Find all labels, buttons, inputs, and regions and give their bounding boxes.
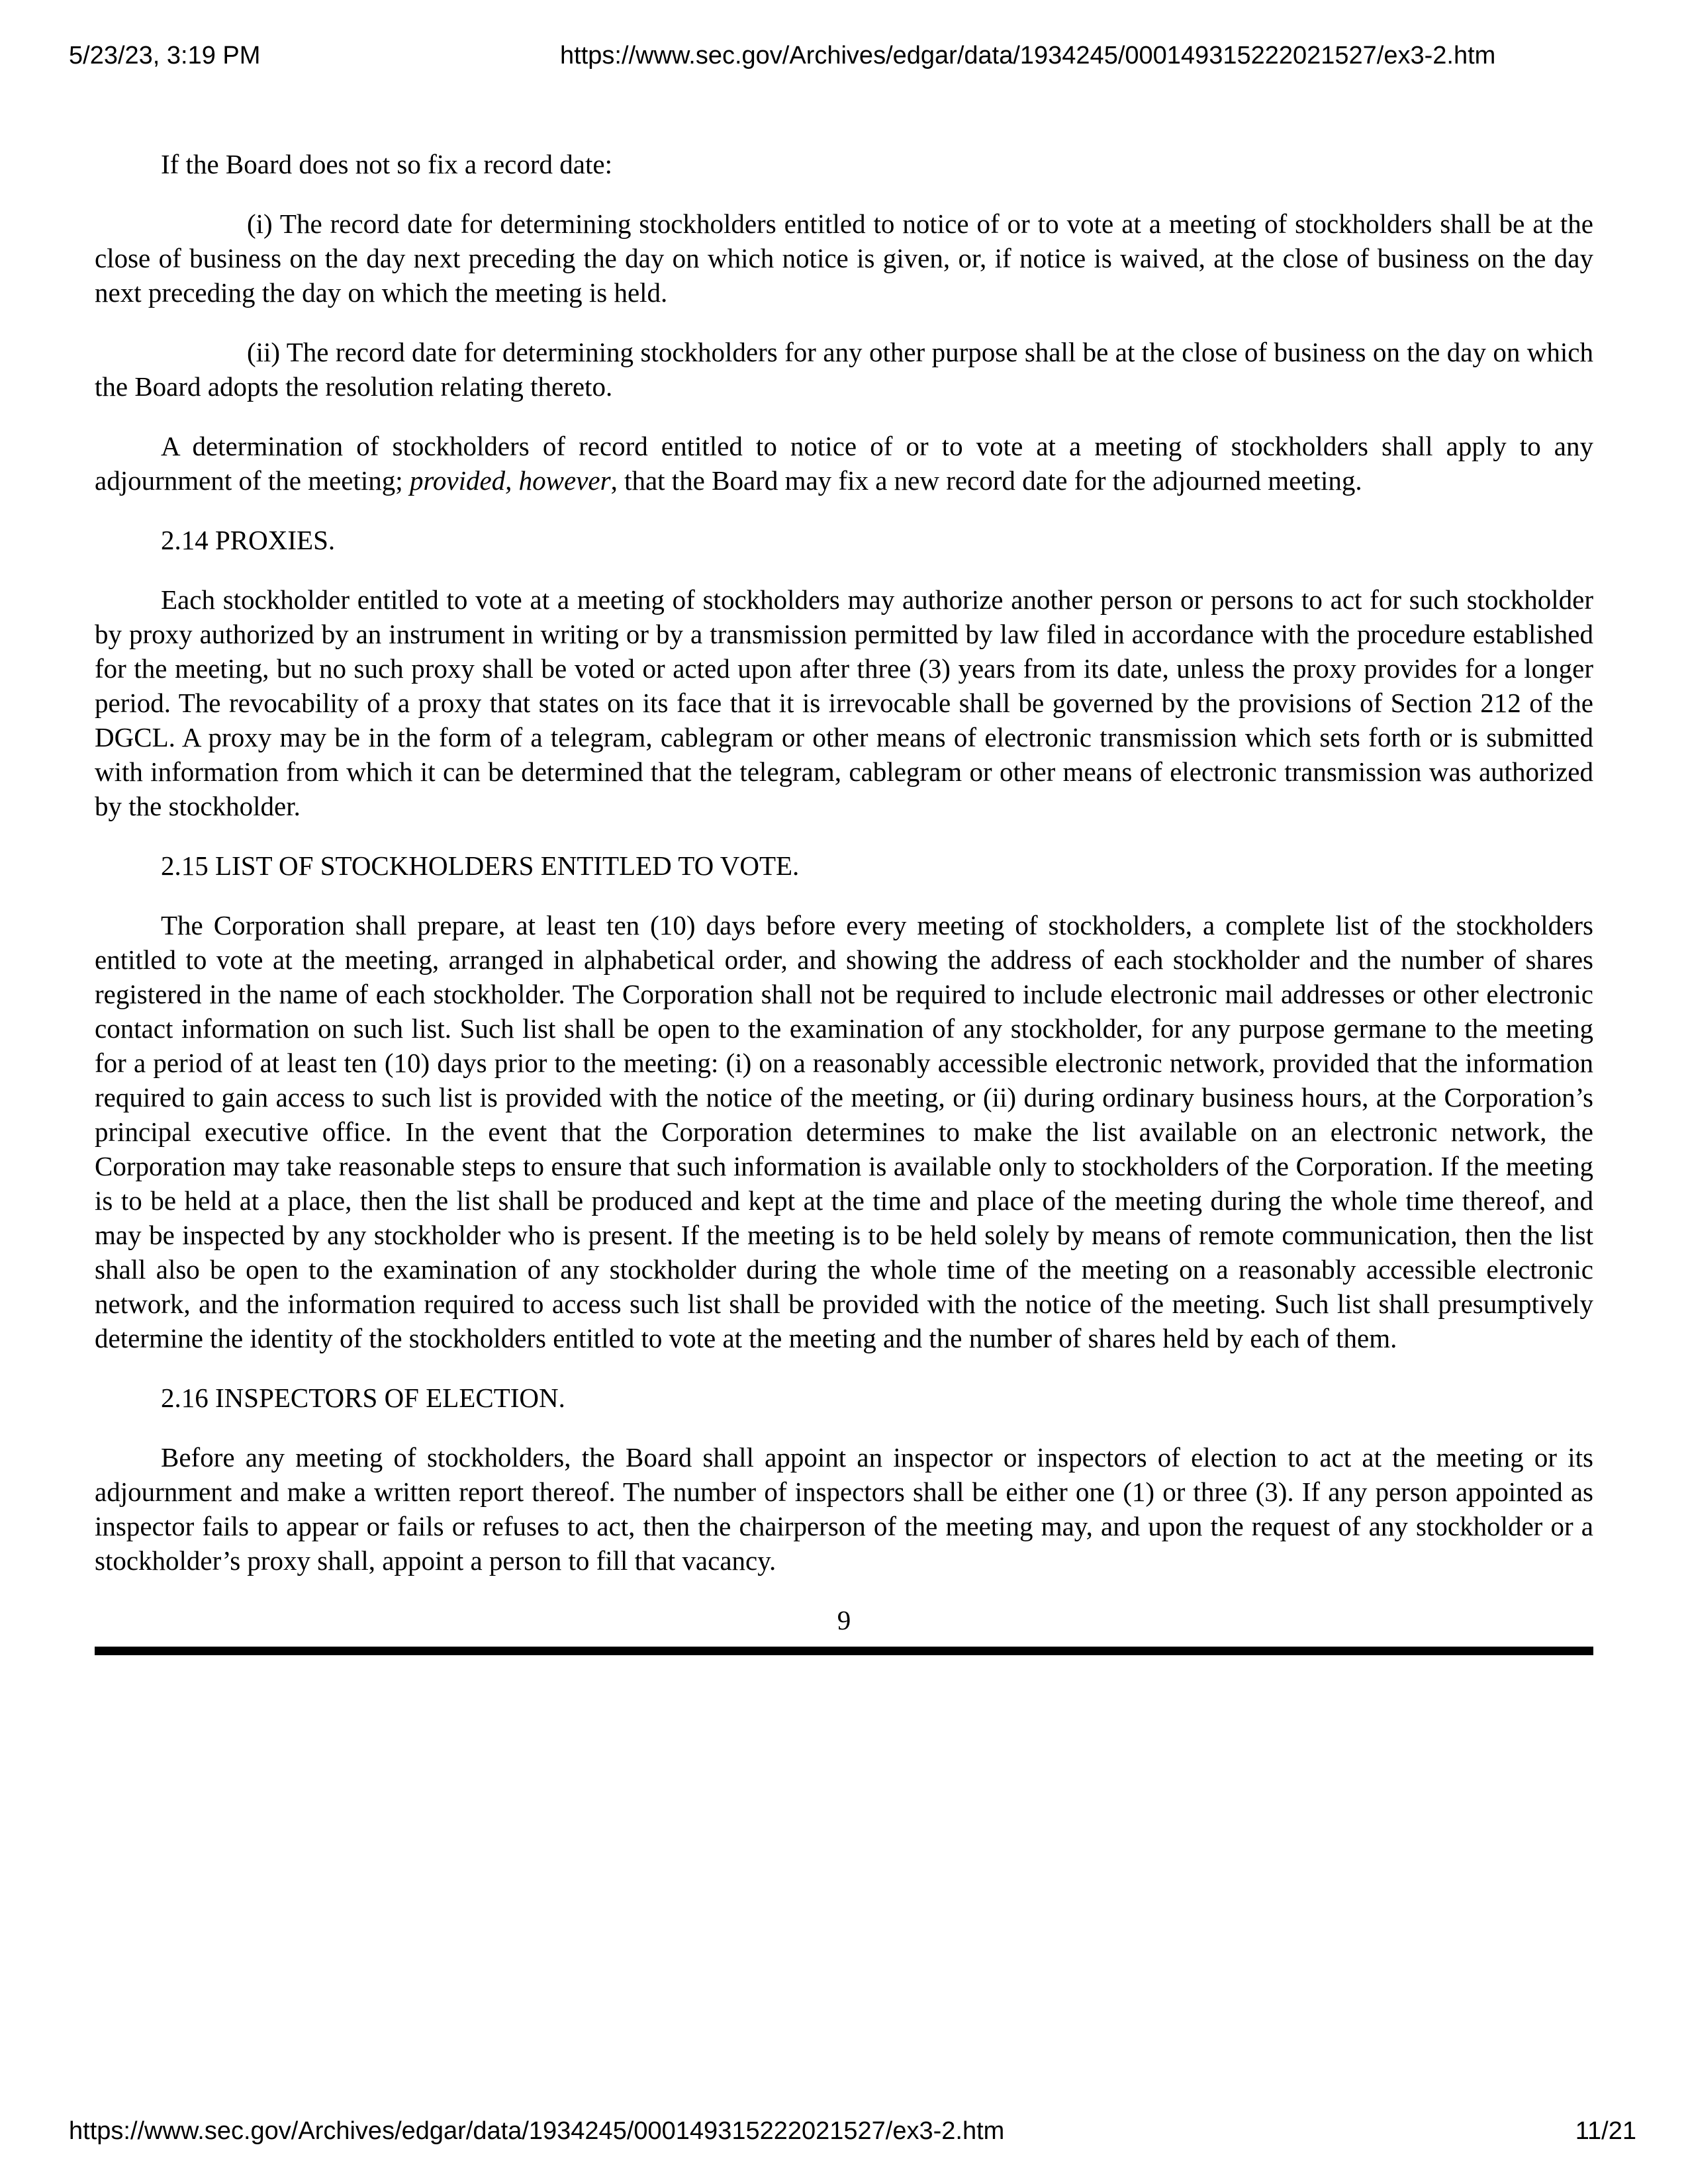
determination-text-italic: provided, however [409,465,611,496]
determination-text-after: , that the Board may fix a new record date for the adjourned meeting. [610,465,1362,496]
print-footer-page-indicator: 11/21 [1575,2117,1636,2145]
print-header-datetime: 5/23/23, 3:19 PM [69,42,261,69]
document-body [95,122,1593,1655]
paragraph-section-2-14-body: Each stockholder entitled to vote at a meeting of stockholders may authorize another person or persons to act for such stockholder by proxy authorized by an instrument in writing or by a transmission permitted by law filed in accordance with the procedure established for the meeting, but no such proxy shall be voted or acted upon after three (3) years from its date, unless the proxy provides for a longer period. The revocability of a proxy that states on its face that it is irrevocable shall be governed by the provisions of Section 212 of the DGCL. A proxy may be in the form of a telegram, cablegram or other means of electronic transmission which sets forth or is submitted with information from which it can be determined that the telegram, cablegram or other means of electronic transmission was authorized by the stockholder. [95,584,1593,821]
heading-section-2-15: 2.15 LIST OF STOCKHOLDERS ENTITLED TO VOTE. [161,850,800,881]
print-header-url: https://www.sec.gov/Archives/edgar/data/1934245/000149315222021527/ex3-2.htm [560,42,1496,69]
paragraph-determination [95,429,1593,498]
paragraph-record-date-item-i: (i) The record date for determining stockholders entitled to notice of or to vote at a meeting of stockholders shall be at the close of business on the day next preceding the day on which notice is given, or, if notice is waived, at the close of business on the day next preceding the day on which the meeting is held. [95,208,1593,308]
determination-text-before: A determination of stockholders of record entitled to notice of or to vote at a meeting of stockholders shall apply to any adjournment of the meeting; [95,431,1593,496]
heading-section-2-16: 2.16 INSPECTORS OF ELECTION. [161,1383,565,1413]
paragraph-record-date-intro: If the Board does not so fix a record date: [161,149,612,179]
paragraph-record-date-item-ii: (ii) The record date for determining stockholders for any other purpose shall be at the close of business on the day on which the Board adopts the resolution relating thereto. [95,337,1593,402]
page-number: 9 [837,1605,851,1635]
heading-section-2-14: 2.14 PROXIES. [161,525,336,555]
paragraph-section-2-16-body: Before any meeting of stockholders, the Board shall appoint an inspector or inspectors of election to act at the meeting or its adjournment and make a written report thereof. The number of inspectors shall be either one (1) or three (3). If any person appointed as inspector fails to appear or fails or refuses to act, then the chairperson of the meeting may, and upon the request of any stockholder or a stockholder’s proxy shall, appoint a person to fill that vacancy. [95,1442,1593,1576]
paragraph-section-2-15-body: The Corporation shall prepare, at least ten (10) days before every meeting of stockholders, a complete list of the stockholders entitled to vote at the meeting, arranged in alphabetical order, and showing the address of each stockholder and the number of shares registered in the name of each stockholder. The Corporation shall not be required to include electronic mail addresses or other electronic contact information on such list. Such list shall be open to the examination of any stockholder, for any purpose germane to the meeting for a period of at least ten (10) days prior to the meeting: (i) on a reasonably accessible electronic network, provided that the information required to gain access to such list is provided with the notice of the meeting, or (ii) during ordinary business hours, at the Corporation’s principal executive office. In the event that the Corporation determines to make the list available on an electronic network, the Corporation may take reasonable steps to ensure that such information is available only to stockholders of the Corporation. If the meeting is to be held at a place, then the list shall be produced and kept at the time and place of the meeting during the whole time thereof, and may be inspected by any stockholder who is present. If the meeting is to be held solely by means of remote communication, then the list shall also be open to the examination of any stockholder during the whole time of the meeting on a reasonably accessible electronic network, and the information required to access such list shall be provided with the notice of the meeting. Such list shall presumptively determine the identity of the stockholders entitled to vote at the meeting and the number of shares held by each of them. [95,910,1593,1353]
print-footer-url: https://www.sec.gov/Archives/edgar/data/1934245/000149315222021527/ex3-2.htm [69,2117,1005,2145]
page-divider-rule [95,1647,1593,1655]
